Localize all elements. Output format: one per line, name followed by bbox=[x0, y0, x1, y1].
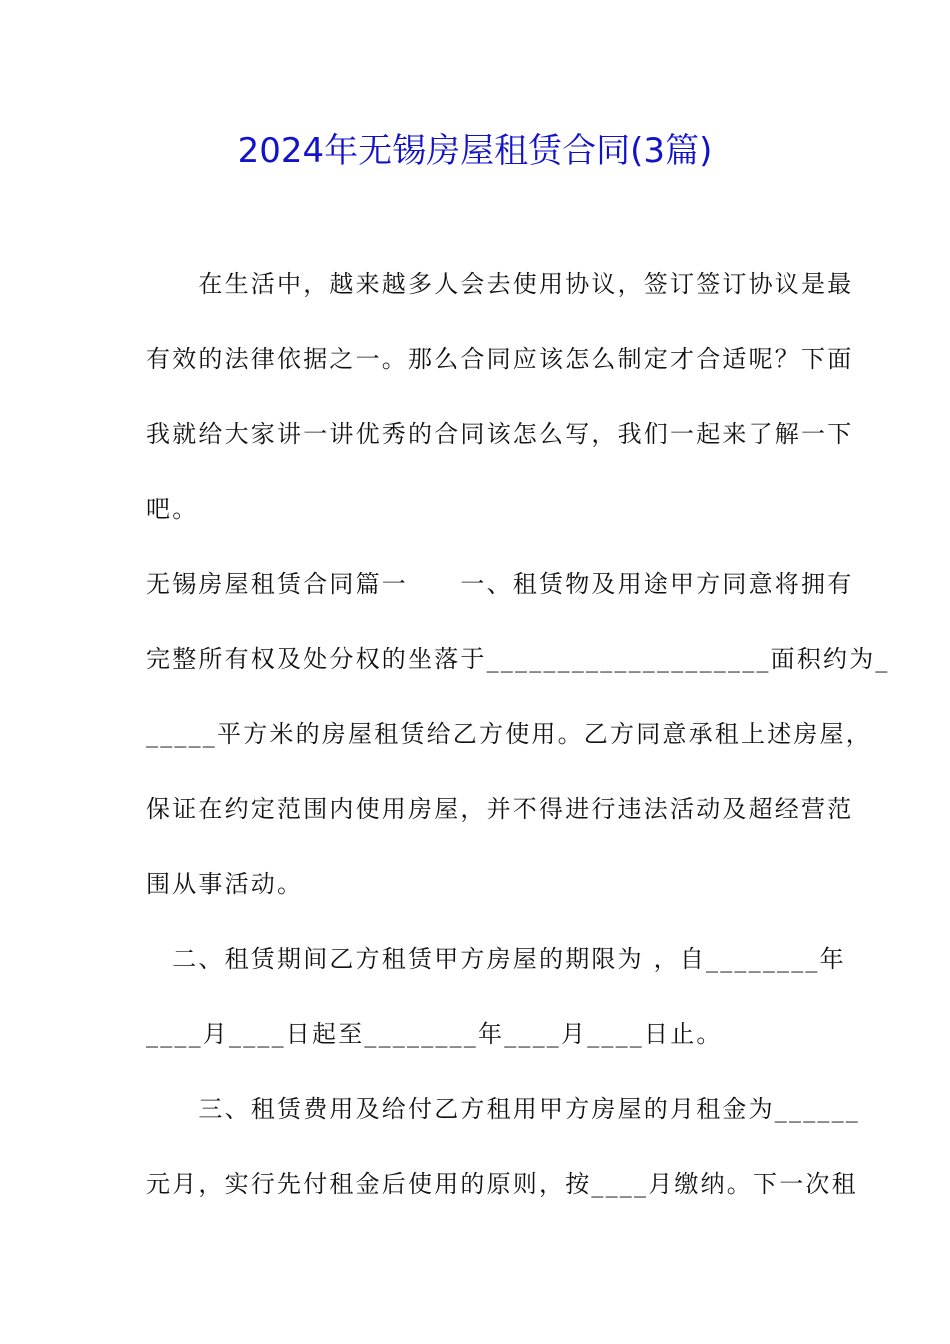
body-line-13: 元月，实行先付租金后使用的原则，按____月缴纳。下一次租 bbox=[146, 1170, 858, 1198]
body-line-11: ____月____日起至________年____月____日止。 bbox=[146, 1020, 723, 1048]
body-line-7: _____平方米的房屋租赁给乙方使用。乙方同意承租上述房屋， bbox=[146, 720, 872, 748]
body-line-9: 围从事活动。 bbox=[146, 870, 304, 898]
body-line-8: 保证在约定范围内使用房屋，并不得进行违法活动及超经营范 bbox=[146, 795, 854, 823]
body-line-5: 无锡房屋租赁合同篇一 一、租赁物及用途甲方同意将拥有 bbox=[146, 570, 854, 598]
body-line-12: 三、租赁费用及给付乙方租用甲方房屋的月租金为______ bbox=[146, 1095, 860, 1123]
document-title: 2024年无锡房屋租赁合同(3篇) bbox=[237, 131, 713, 171]
body-line-1: 在生活中，越来越多人会去使用协议，签订签订协议是最 bbox=[146, 270, 854, 298]
body-line-6: 完整所有权及处分权的坐落于____________________面积约为_ bbox=[146, 645, 890, 673]
body-line-3: 我就给大家讲一讲优秀的合同该怎么写，我们一起来了解一下 bbox=[146, 420, 854, 448]
body-line-10: 二、租赁期间乙方租赁甲方房屋的期限为 ，自________年 bbox=[146, 945, 846, 973]
body-line-4: 吧。 bbox=[146, 495, 199, 523]
body-line-2: 有效的法律依据之一。那么合同应该怎么制定才合适呢？下面 bbox=[146, 345, 854, 373]
